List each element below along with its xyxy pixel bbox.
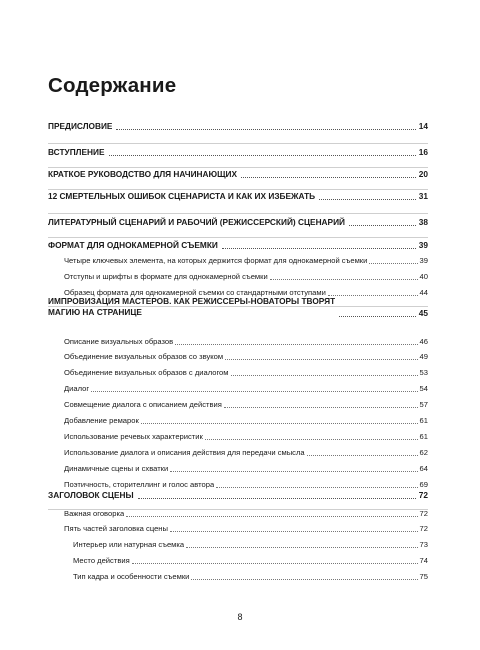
toc-entry-title: ИМПРОВИЗАЦИЯ МАСТЕРОВ. КАК РЕЖИССЕРЫ-НОВАТОРЫ ТВОРЯТ [48,296,336,306]
toc-entry[interactable] [73,570,428,581]
dot-leader [224,398,418,408]
dot-leader [170,522,418,532]
dot-leader [126,507,417,517]
toc-entry-title: Объединение визуальных образов со звуком [64,352,224,361]
toc-entry[interactable] [64,430,428,441]
toc-entry-page: 73 [419,540,428,549]
dot-leader [109,146,416,156]
toc-entry-title: Совмещение диалога с описанием действия [64,400,222,409]
toc-entry-title: ФОРМАТ ДЛЯ ОДНОКАМЕРНОЙ СЪЕМКИ [48,240,218,250]
toc-entry-title: ВСТУПЛЕНИЕ [48,147,105,157]
dot-leader [307,446,418,456]
toc-entry-page: 49 [419,352,428,361]
toc-entry[interactable] [64,254,428,265]
toc-entry[interactable] [48,190,428,201]
toc-entry-page: 54 [419,384,428,393]
toc-entry[interactable] [48,146,428,157]
dot-leader [170,462,417,472]
toc-entry-page: 62 [419,448,428,457]
toc-entry[interactable] [48,168,428,179]
separator-line [48,143,428,144]
page-title: Содержание [48,74,177,97]
toc-entry-page: 69 [419,480,428,489]
toc-entry[interactable] [64,478,428,489]
toc-entry-page: 39 [418,240,428,250]
toc-entry-title: Диалог [64,384,90,393]
toc-entry-title: ЗАГОЛОВОК СЦЕНЫ [48,490,134,500]
dot-leader [328,286,418,296]
toc-entry-page: 72 [419,509,428,518]
dot-leader [319,190,416,200]
toc-entry-title: Использование речевых характеристик [64,432,203,441]
toc-entry-title: Отступы и шрифты в формате для однокамерной съемки [64,272,268,281]
toc-entry-title: Образец формата для однокамерной съемки со стандартными отступами [64,288,326,297]
toc-entry-page: 45 [418,308,428,318]
dot-leader [339,307,416,317]
toc-entry-page: 61 [419,432,428,441]
dot-leader [241,168,416,178]
toc-entry[interactable] [48,120,428,131]
toc-entry-title: Динамичные сцены и схватки [64,464,169,473]
toc-entry-title: КРАТКОЕ РУКОВОДСТВО ДЛЯ НАЧИНАЮЩИХ [48,169,238,179]
toc-entry-page: 64 [419,464,428,473]
dot-leader [216,478,417,488]
toc-entry-page: 14 [418,121,428,131]
toc-entry-title: Поэтичность, сторителлинг и голос автора [64,480,215,489]
dot-leader [175,335,417,345]
dot-leader [349,216,416,226]
dot-leader [270,270,418,280]
toc-entry-title: ПРЕДИСЛОВИЕ [48,121,113,131]
dot-leader [222,239,416,249]
toc-entry[interactable] [64,398,428,409]
page-number: 8 [237,612,243,622]
dot-leader [91,382,417,392]
toc-entry-title: ЛИТЕРАТУРНЫЙ СЦЕНАРИЙ И РАБОЧИЙ (РЕЖИССЕРСКИЙ) СЦЕНАРИЙ [48,217,346,227]
toc-entry-title-continued: МАГИЮ НА СТРАНИЦЕ [48,307,142,317]
toc-entry-title: Пять частей заголовка сцены [64,524,168,533]
separator-line [48,237,428,238]
toc-entry[interactable] [48,296,428,318]
toc-entry[interactable] [64,522,428,533]
dot-leader [186,538,417,548]
toc-entry-page: 72 [419,524,428,533]
toc-entry[interactable] [73,554,428,565]
dot-leader [205,430,418,440]
toc-entry-title: 12 СМЕРТЕЛЬНЫХ ОШИБОК СЦЕНАРИСТА И КАК ИХ ИЗБЕЖАТЬ [48,191,316,201]
toc-entry-page: 75 [419,572,428,581]
toc-entry-page: 40 [419,272,428,281]
toc-entry[interactable] [64,462,428,473]
toc-entry-title: Четыре ключевых элемента, на которых держится формат для однокамерной съемки [64,256,368,265]
toc-entry-title: Описание визуальных образов [64,337,174,346]
toc-entry-title: Место действия [73,556,130,565]
toc-entry[interactable] [64,335,428,346]
toc-entry-page: 20 [418,169,428,179]
separator-line [48,213,428,214]
toc-entry-page: 16 [418,147,428,157]
toc-entry-page: 72 [418,490,428,500]
toc-entry[interactable] [64,270,428,281]
dot-leader [191,570,417,580]
toc-entry[interactable] [64,382,428,393]
toc-entry-page: 39 [419,256,428,265]
toc-entry[interactable] [64,446,428,457]
toc-entry-page: 57 [419,400,428,409]
toc-entry-page: 38 [418,217,428,227]
toc-entry[interactable] [48,489,428,500]
toc-entry[interactable] [48,239,428,250]
dot-leader [225,350,417,360]
toc-entry[interactable] [73,538,428,549]
toc-entry-page: 61 [419,416,428,425]
toc-entry-page: 31 [418,191,428,201]
toc-entry-title: Объединение визуальных образов с диалогом [64,368,229,377]
toc-entry[interactable] [48,216,428,227]
toc-entry-page: 46 [419,337,428,346]
toc-entry-page: 53 [419,368,428,377]
toc-entry[interactable] [64,507,428,518]
dot-leader [138,489,416,499]
toc-entry[interactable] [64,414,428,425]
toc-entry-page: 44 [419,288,428,297]
toc-entry-title: Использование диалога и описания действия для передачи смысла [64,448,305,457]
dot-leader [116,120,415,130]
dot-leader [141,414,418,424]
toc-entry-title: Интерьер или натурная съемка [73,540,185,549]
toc-entry-page: 74 [419,556,428,565]
toc-entry[interactable] [64,350,428,361]
dot-leader [231,366,418,376]
toc-entry-title: Важная оговорка [64,509,125,518]
dot-leader [132,554,418,564]
toc-entry-title: Добавление ремарок [64,416,139,425]
dot-leader [369,254,417,264]
toc-entry[interactable] [64,366,428,377]
toc-entry-title: Тип кадра и особенности съемки [73,572,190,581]
